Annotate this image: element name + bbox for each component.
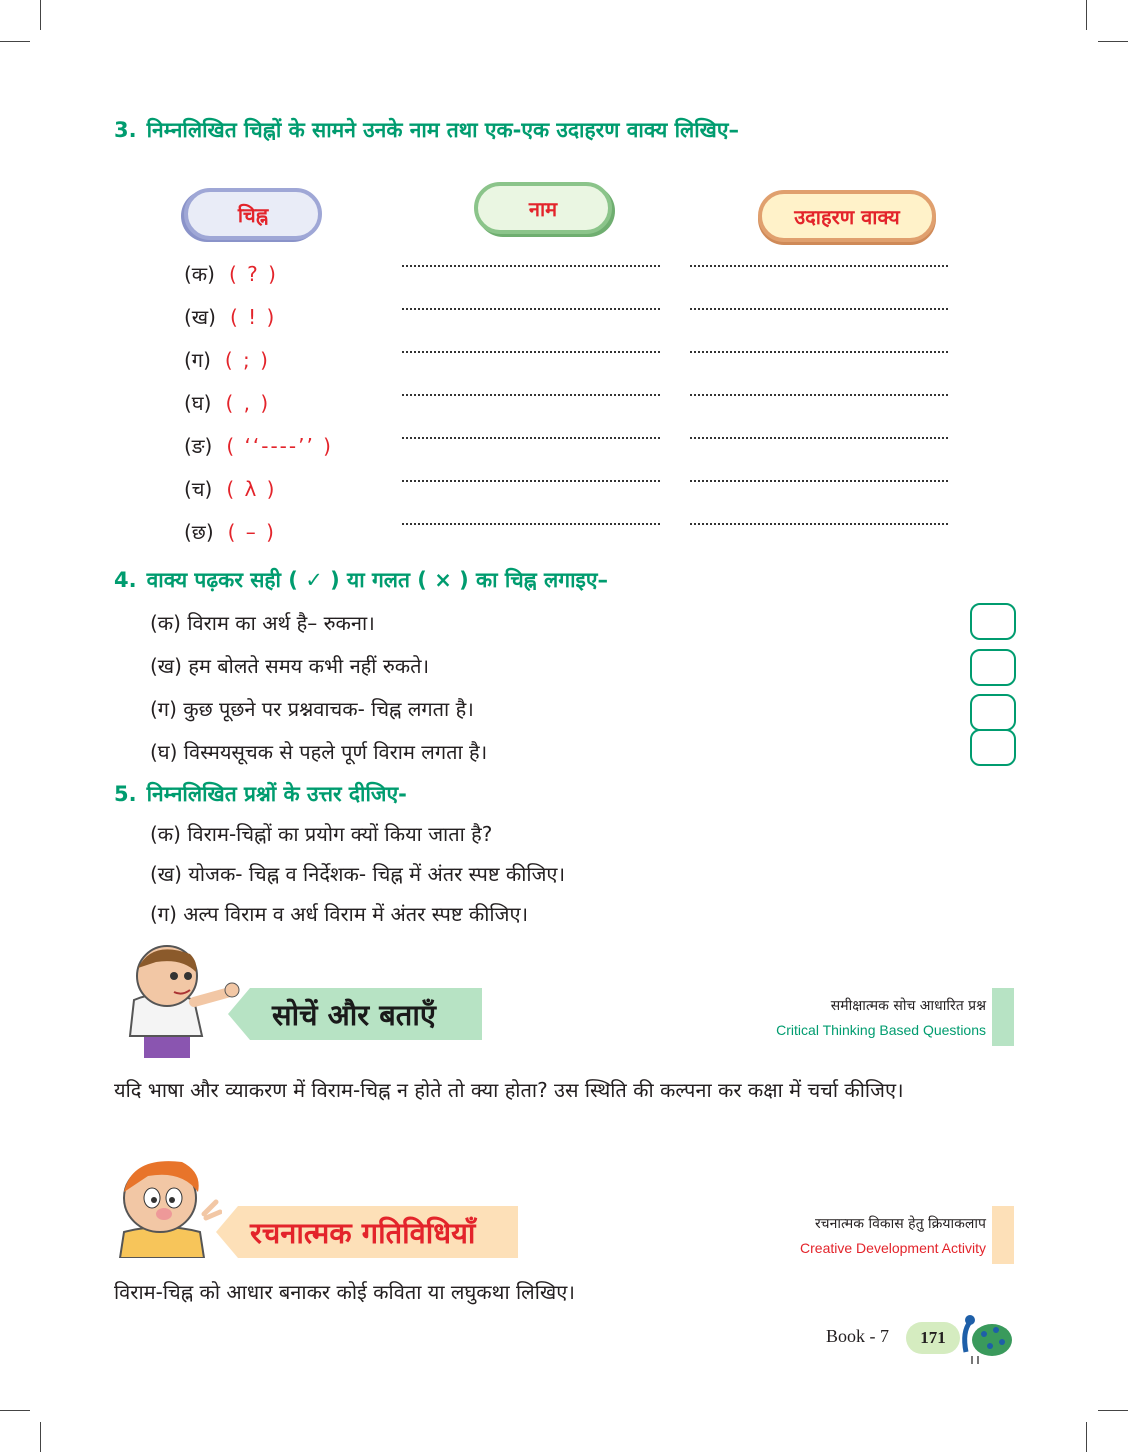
- question-item: [150, 900, 528, 927]
- item-text: अल्प विराम व अर्ध विराम में अंतर स्पष्ट कीजिए।: [183, 902, 529, 926]
- name-answer-line[interactable]: [402, 480, 660, 482]
- question-4-title: वाक्य पढ़कर सही ( ✓ ) या गलत ( × ) का चिह्न लगाइए–: [146, 568, 608, 592]
- statement-item: [150, 695, 474, 722]
- creative-note-english: Creative Development Activity: [800, 1240, 986, 1256]
- answer-box[interactable]: [970, 694, 1016, 731]
- question-item: [150, 860, 565, 887]
- row-label: (च): [184, 477, 213, 501]
- row-symbol: ( – ): [227, 520, 276, 544]
- think-side-bar: [992, 988, 1014, 1046]
- example-answer-line[interactable]: [690, 480, 948, 482]
- question-4-heading: [114, 566, 608, 594]
- think-note-english: Critical Thinking Based Questions: [776, 1022, 986, 1038]
- row-label: (ङ): [184, 434, 213, 458]
- item-label: (ग): [150, 902, 177, 926]
- item-text: विराम का अर्थ है– रुकना।: [187, 611, 375, 635]
- symbol-row: [184, 432, 333, 459]
- example-answer-line[interactable]: [690, 437, 948, 439]
- name-answer-line[interactable]: [402, 394, 660, 396]
- example-answer-line[interactable]: [690, 265, 948, 267]
- creative-side-bar: [992, 1206, 1014, 1264]
- item-text: विस्मयसूचक से पहले पूर्ण विराम लगता है।: [183, 740, 488, 764]
- header-name-label: नाम: [528, 196, 558, 221]
- question-4-number: 4.: [114, 568, 137, 592]
- boy-pointing-illustration: [112, 940, 242, 1058]
- name-answer-line[interactable]: [402, 308, 660, 310]
- question-5-title: निम्नलिखित प्रश्नों के उत्तर दीजिए-: [146, 782, 407, 806]
- row-label: (ख): [184, 305, 216, 329]
- creative-note-hindi: रचनात्मक विकास हेतु क्रियाकलाप: [814, 1216, 986, 1232]
- think-question-text: यदि भाषा और व्याकरण में विराम-चिह्न न होते तो क्या होता? उस स्थिति की कल्पना कर कक्षा में चर्चा कीजिए।: [114, 1078, 904, 1102]
- row-label: (छ): [184, 520, 214, 544]
- question-3-title: निम्नलिखित चिह्नों के सामने उनके नाम तथा एक-एक उदाहरण वाक्य लिखिए–: [146, 118, 739, 142]
- symbol-row: [184, 346, 270, 373]
- item-label: (क): [150, 611, 181, 635]
- think-banner-title: सोचें और बताएँ: [272, 997, 436, 1032]
- item-text: विराम-चिह्नों का प्रयोग क्यों किया जाता है?: [187, 822, 493, 846]
- row-symbol: ( ! ): [229, 305, 277, 329]
- think-note-hindi: समीक्षात्मक सोच आधारित प्रश्न: [830, 998, 986, 1014]
- statement-item: [150, 652, 429, 679]
- header-name-pill: [474, 182, 612, 234]
- example-answer-line[interactable]: [690, 351, 948, 353]
- header-example-pill: [758, 190, 936, 242]
- creative-banner-title: रचनात्मक गतिविधियाँ: [250, 1215, 476, 1250]
- book-label: Book - 7: [826, 1326, 889, 1346]
- item-text: हम बोलते समय कभी नहीं रुकते।: [188, 654, 430, 678]
- example-answer-line[interactable]: [690, 308, 948, 310]
- item-label: (ख): [150, 654, 182, 678]
- header-example-label: उदाहरण वाक्य: [794, 204, 900, 229]
- symbol-row: [184, 475, 276, 502]
- question-item: [150, 820, 492, 847]
- row-label: (क): [184, 262, 215, 286]
- page-number: 171: [920, 1328, 946, 1347]
- peacock-icon: [952, 1312, 1014, 1364]
- header-symbol-label: चिह्न: [237, 202, 269, 227]
- name-answer-line[interactable]: [402, 523, 660, 525]
- row-symbol: ( λ ): [226, 477, 277, 501]
- item-text: कुछ पूछने पर प्रश्नवाचक- चिह्न लगता है।: [183, 697, 474, 721]
- example-answer-line[interactable]: [690, 394, 948, 396]
- name-answer-line[interactable]: [402, 351, 660, 353]
- header-symbol-pill: [184, 188, 322, 240]
- symbol-row: [184, 303, 276, 330]
- row-label: (घ): [184, 391, 212, 415]
- symbol-row: [184, 518, 276, 545]
- symbol-row: [184, 260, 278, 287]
- question-5-number: 5.: [114, 782, 137, 806]
- question-5-heading: [114, 780, 407, 808]
- answer-box[interactable]: [970, 603, 1016, 640]
- item-label: (घ): [150, 740, 178, 764]
- statement-item: [150, 738, 487, 765]
- item-label: (ग): [150, 697, 177, 721]
- statement-item: [150, 609, 375, 636]
- example-answer-line[interactable]: [690, 523, 948, 525]
- row-symbol: ( ? ): [228, 262, 278, 286]
- symbol-row: [184, 389, 270, 416]
- item-label: (क): [150, 822, 181, 846]
- name-answer-line[interactable]: [402, 265, 660, 267]
- item-label: (ख): [150, 862, 182, 886]
- row-symbol: ( , ): [225, 391, 271, 415]
- creative-task-text: विराम-चिह्न को आधार बनाकर कोई कविता या लघुकथा लिखिए।: [114, 1280, 575, 1304]
- row-label: (ग): [184, 348, 211, 372]
- row-symbol: ( ; ): [224, 348, 270, 372]
- answer-box[interactable]: [970, 729, 1016, 766]
- row-symbol: ( ‘‘----’’ ): [226, 434, 333, 458]
- name-answer-line[interactable]: [402, 437, 660, 439]
- item-text: योजक- चिह्न व निर्देशक- चिह्न में अंतर स्पष्ट कीजिए।: [188, 862, 566, 886]
- question-3-heading: [114, 116, 739, 144]
- answer-box[interactable]: [970, 649, 1016, 686]
- question-3-number: 3.: [114, 118, 137, 142]
